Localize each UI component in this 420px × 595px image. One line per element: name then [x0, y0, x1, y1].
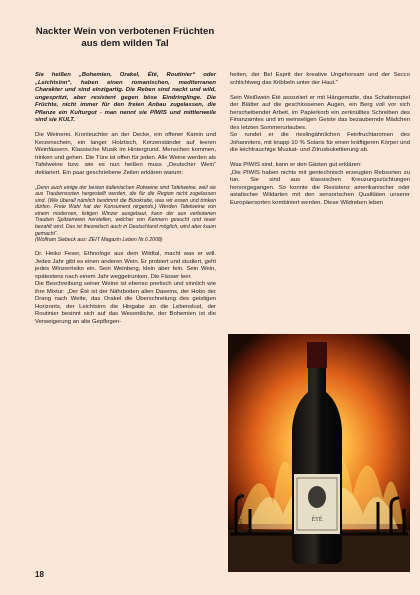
body-paragraph-r3: So rundet er die rieslingähnlichen Feinfruchtaromen des Johanniters, mit knapp 10 % Solaris für einen kräftigeren Körper und die leichtrauchige Muskat- und Zitrusbukettierung ab. — [230, 132, 410, 153]
body-paragraph-r5: „Die PIWIS haben nichts mit gentechnisch erzeugten Rebsorten zu tun. Sie sind aus klassischen Kreuzungszüchtungen hervorgegangen. So konnte die Resistenz amerikanischer oder asiatischer Wildarten mit den sensorischen Qualitäten unserer Europäersorten kombiniert werden. Diese Wildreben leben — [230, 169, 410, 206]
bottle-label-text: ÉTÉ — [311, 517, 323, 523]
wine-bottle-photo — [228, 334, 410, 572]
quote-text: „Denn auch einige der besten italienischen Rotweine sind Tafelweine, weil sie aus Traubensorten hergestellt werden, die für die Region nicht zugelassen sind. (Wie überall nämlich bestimmt die Bürokratie, was wir essen und trinken dürfen. Freie Wahl hat der Konsument nirgends.) Werden Tafelweine von einem modernen, listigen Winzer ausgebaut, kann der aus verbotenen Trauben Spitzenwein herstellen, welcher von Kennern gesucht und teuer bezahlt wird. Das ist theoretisch auch in Deutschland möglich, wird aber kaum gemacht“. — [35, 184, 216, 237]
left-column — [35, 72, 216, 334]
quote-source: (Wolfram Siebeck aus: ZEIT Magazin Leben Nr.6 2008) — [35, 237, 163, 244]
fireplace-bottle-image — [228, 334, 410, 572]
body-paragraph-1: Die Weinerei. Kronleuchter an der Decke, ein offener Kamin und Kerzenschein, ein langer Holztisch, Kerzenständer auf leeren Weinfässern. Klassische Musik im Hintergrund. Menschen kommen, trinken und gehen. Die Türe ist offen für jeden. Alle Weine werden als Tafelweine bzw. wie es nun heißen muss „Deutscher Wein“ deklariert. Ein paar geschriebene Zeilen erklären warum: — [35, 132, 216, 176]
right-column — [230, 72, 410, 215]
body-paragraph-r2: Sein Weißwein Été assoziiert er mit Hängematte, das Schattenspiel der Blätter auf die geschlossenen Augen, ein Berg voll vor sich herscheibender Arbeit, im Papierkorb ein zerknülltes Schreiben des Finanzamtes und im weinseligen Geiste das bezaubernde Mädchen des letzten Sommerurlaubes. — [230, 94, 410, 131]
photo-credit: Foto: Heiko Feser — [238, 492, 243, 528]
quote-block — [35, 185, 216, 244]
body-paragraph-r4: Was PIWIS sind, kann er den Gästen gut erklären: — [230, 162, 362, 168]
body-paragraph-3: Die Beschreibung seiner Weine ist ebenso poetisch und sinnlich wie ihre Mixtur: „Der Été ist der Nährboden allen Daseins, der Hobo der Drang nach Weite, das Orakel die Überschreitung des geistigen Horizonts, der Leichtsinn die Hingabe an die Lebenslust, der Routinier besinnt sich auf das Wesentliche, der Bohemien ist die Verweigerung an alte Gepflogen- — [35, 281, 216, 325]
article-title: Nackter Wein von verbotenen Früchten aus dem wilden Tal — [35, 26, 215, 49]
body-paragraph-r1: heiten, der Bel Esprit der kreative Ungehorsam und der Secco schlichtweg das Kribbeln unter der Haut.“ — [230, 72, 410, 86]
intro-paragraph: Sie heißen „Bohemien, Orakel, Été, Routinier“ oder „Leichtsinn“, haben einen romanischen, mediterranen Charakter und sind einzigartig. Die Reben sind nackt und wild, ungespritzt, aber resistent gegen böse Eindringlinge. Die Früchte, nicht immer für den freien Anbau zugelassen, die Pflanze ein Kulturgut - man nennt sie PIWIS und mittlerweile sind sie KULT. — [35, 72, 216, 123]
body-paragraph-2: Dr. Heiko Feser, Ethnologe aus dem Wildtal, macht was er will. Jedes Jahr gibt es einen anderen Wein. Er probiert und studiert, geht jedes Winzerrisiko ein. Sein Weinberg, klein aber fein. Sein Wein, spätestens nach einem Jahr weggetrunken. Die Fässer leer. — [35, 251, 216, 280]
page-number: 18 — [35, 570, 44, 579]
